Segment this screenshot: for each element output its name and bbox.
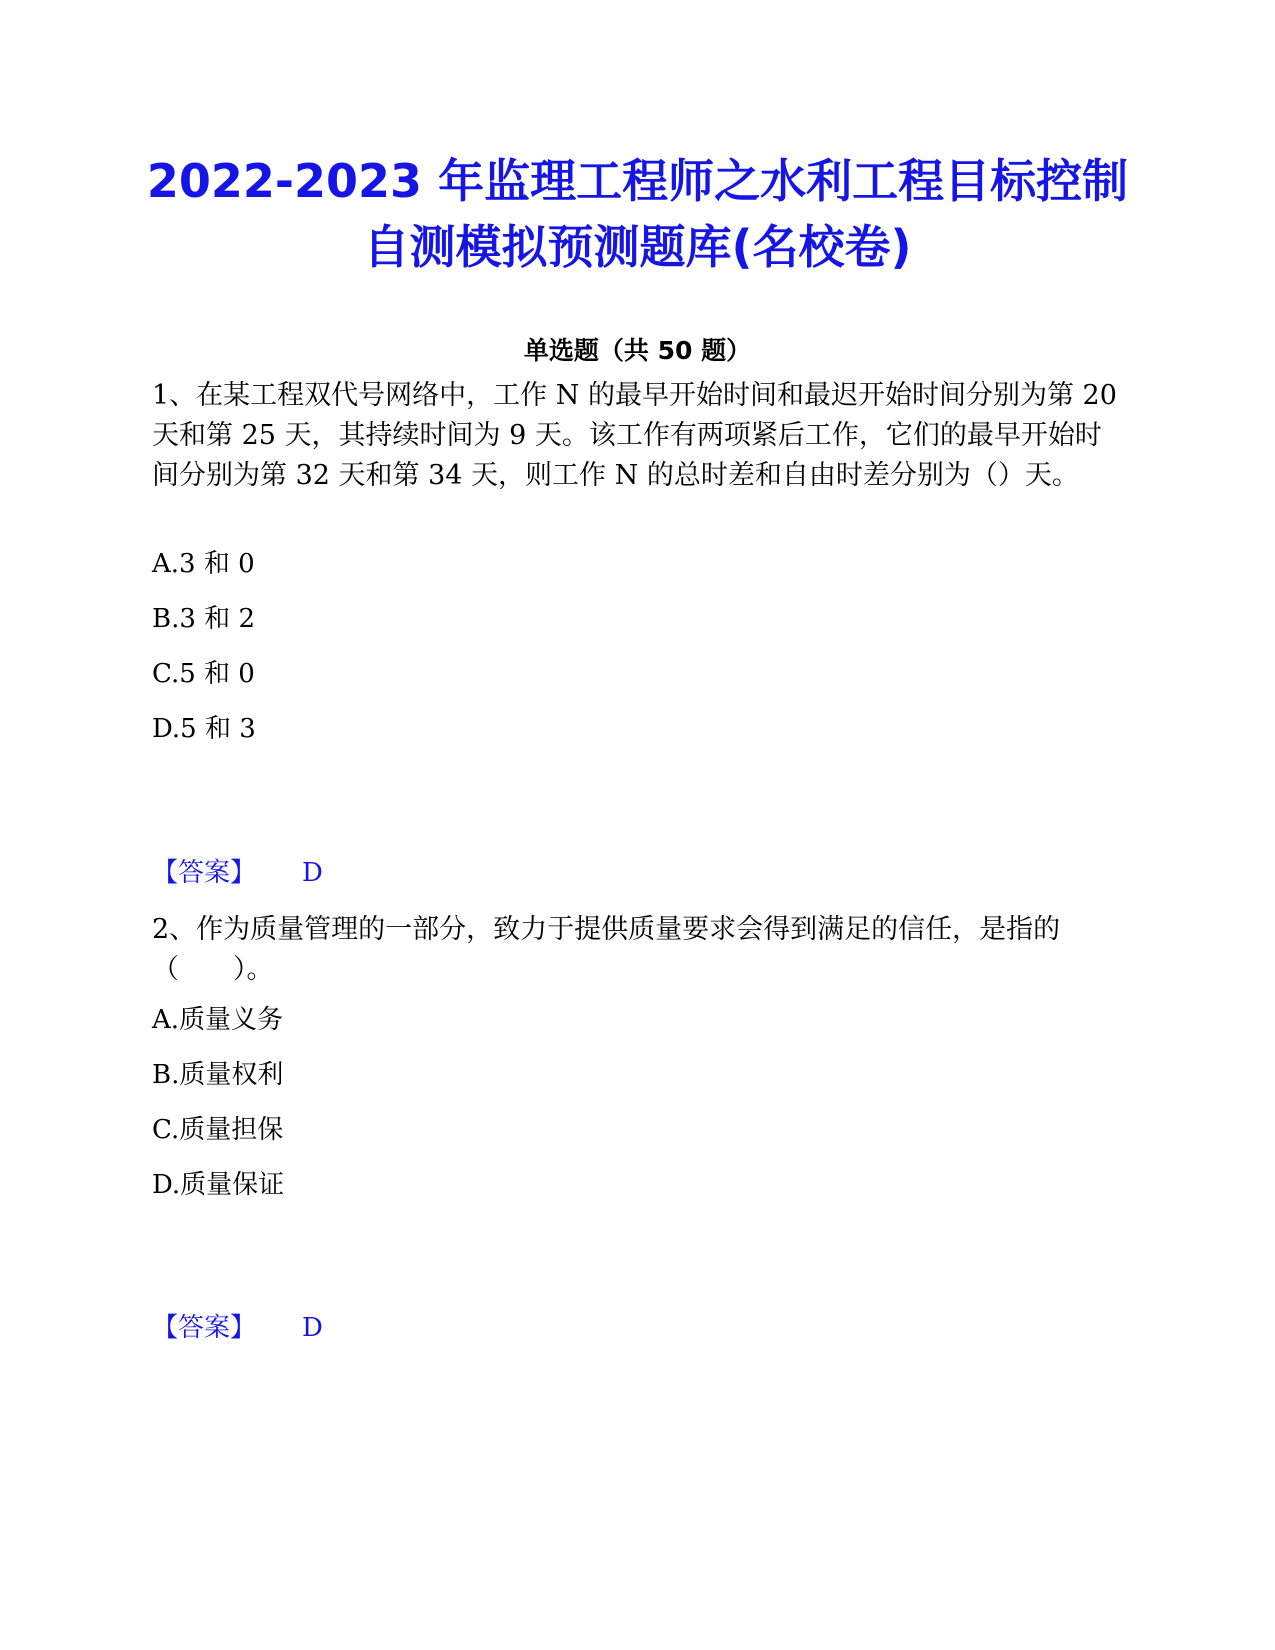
question-stem: 1、在某工程双代号网络中，工作 N 的最早开始时间和最迟开始时间分别为第 20 天和第 25 天，其持续时间为 9 天。该工作有两项紧后工作，它们的最早开始时间分别为第 32 天和第 34 天，则工作 N 的总时差和自由时差分别为（）天。 — [152, 380, 1117, 491]
option-d: D.5 和 3 — [152, 714, 256, 744]
question-2 — [152, 910, 1118, 1343]
section-heading: 单选题（共 50 题） — [523, 336, 752, 365]
option-a: A.质量义务 — [152, 1005, 284, 1035]
option-c: C.5 和 0 — [152, 659, 255, 689]
option-b: B.质量权利 — [152, 1060, 284, 1090]
answer-line — [152, 1310, 323, 1346]
answer-value: D — [302, 858, 323, 888]
answer-value: D — [302, 1313, 323, 1343]
option-a: A.3 和 0 — [152, 549, 255, 579]
question-stem: 2、作为质量管理的一部分，致力于提供质量要求会得到满足的信任，是指的（ ）。 — [152, 914, 1061, 985]
answer-label: 【答案】 — [152, 858, 257, 888]
option-c: C.质量担保 — [152, 1115, 284, 1145]
option-d: D.质量保证 — [152, 1170, 285, 1200]
question-1 — [152, 376, 1118, 888]
answer-label: 【答案】 — [152, 1313, 257, 1343]
option-b: B.3 和 2 — [152, 604, 255, 634]
answer-line — [152, 855, 323, 891]
document-title: 2022-2023 年监理工程师之水利工程目标控制自测模拟预测题库(名校卷) — [146, 154, 1129, 274]
